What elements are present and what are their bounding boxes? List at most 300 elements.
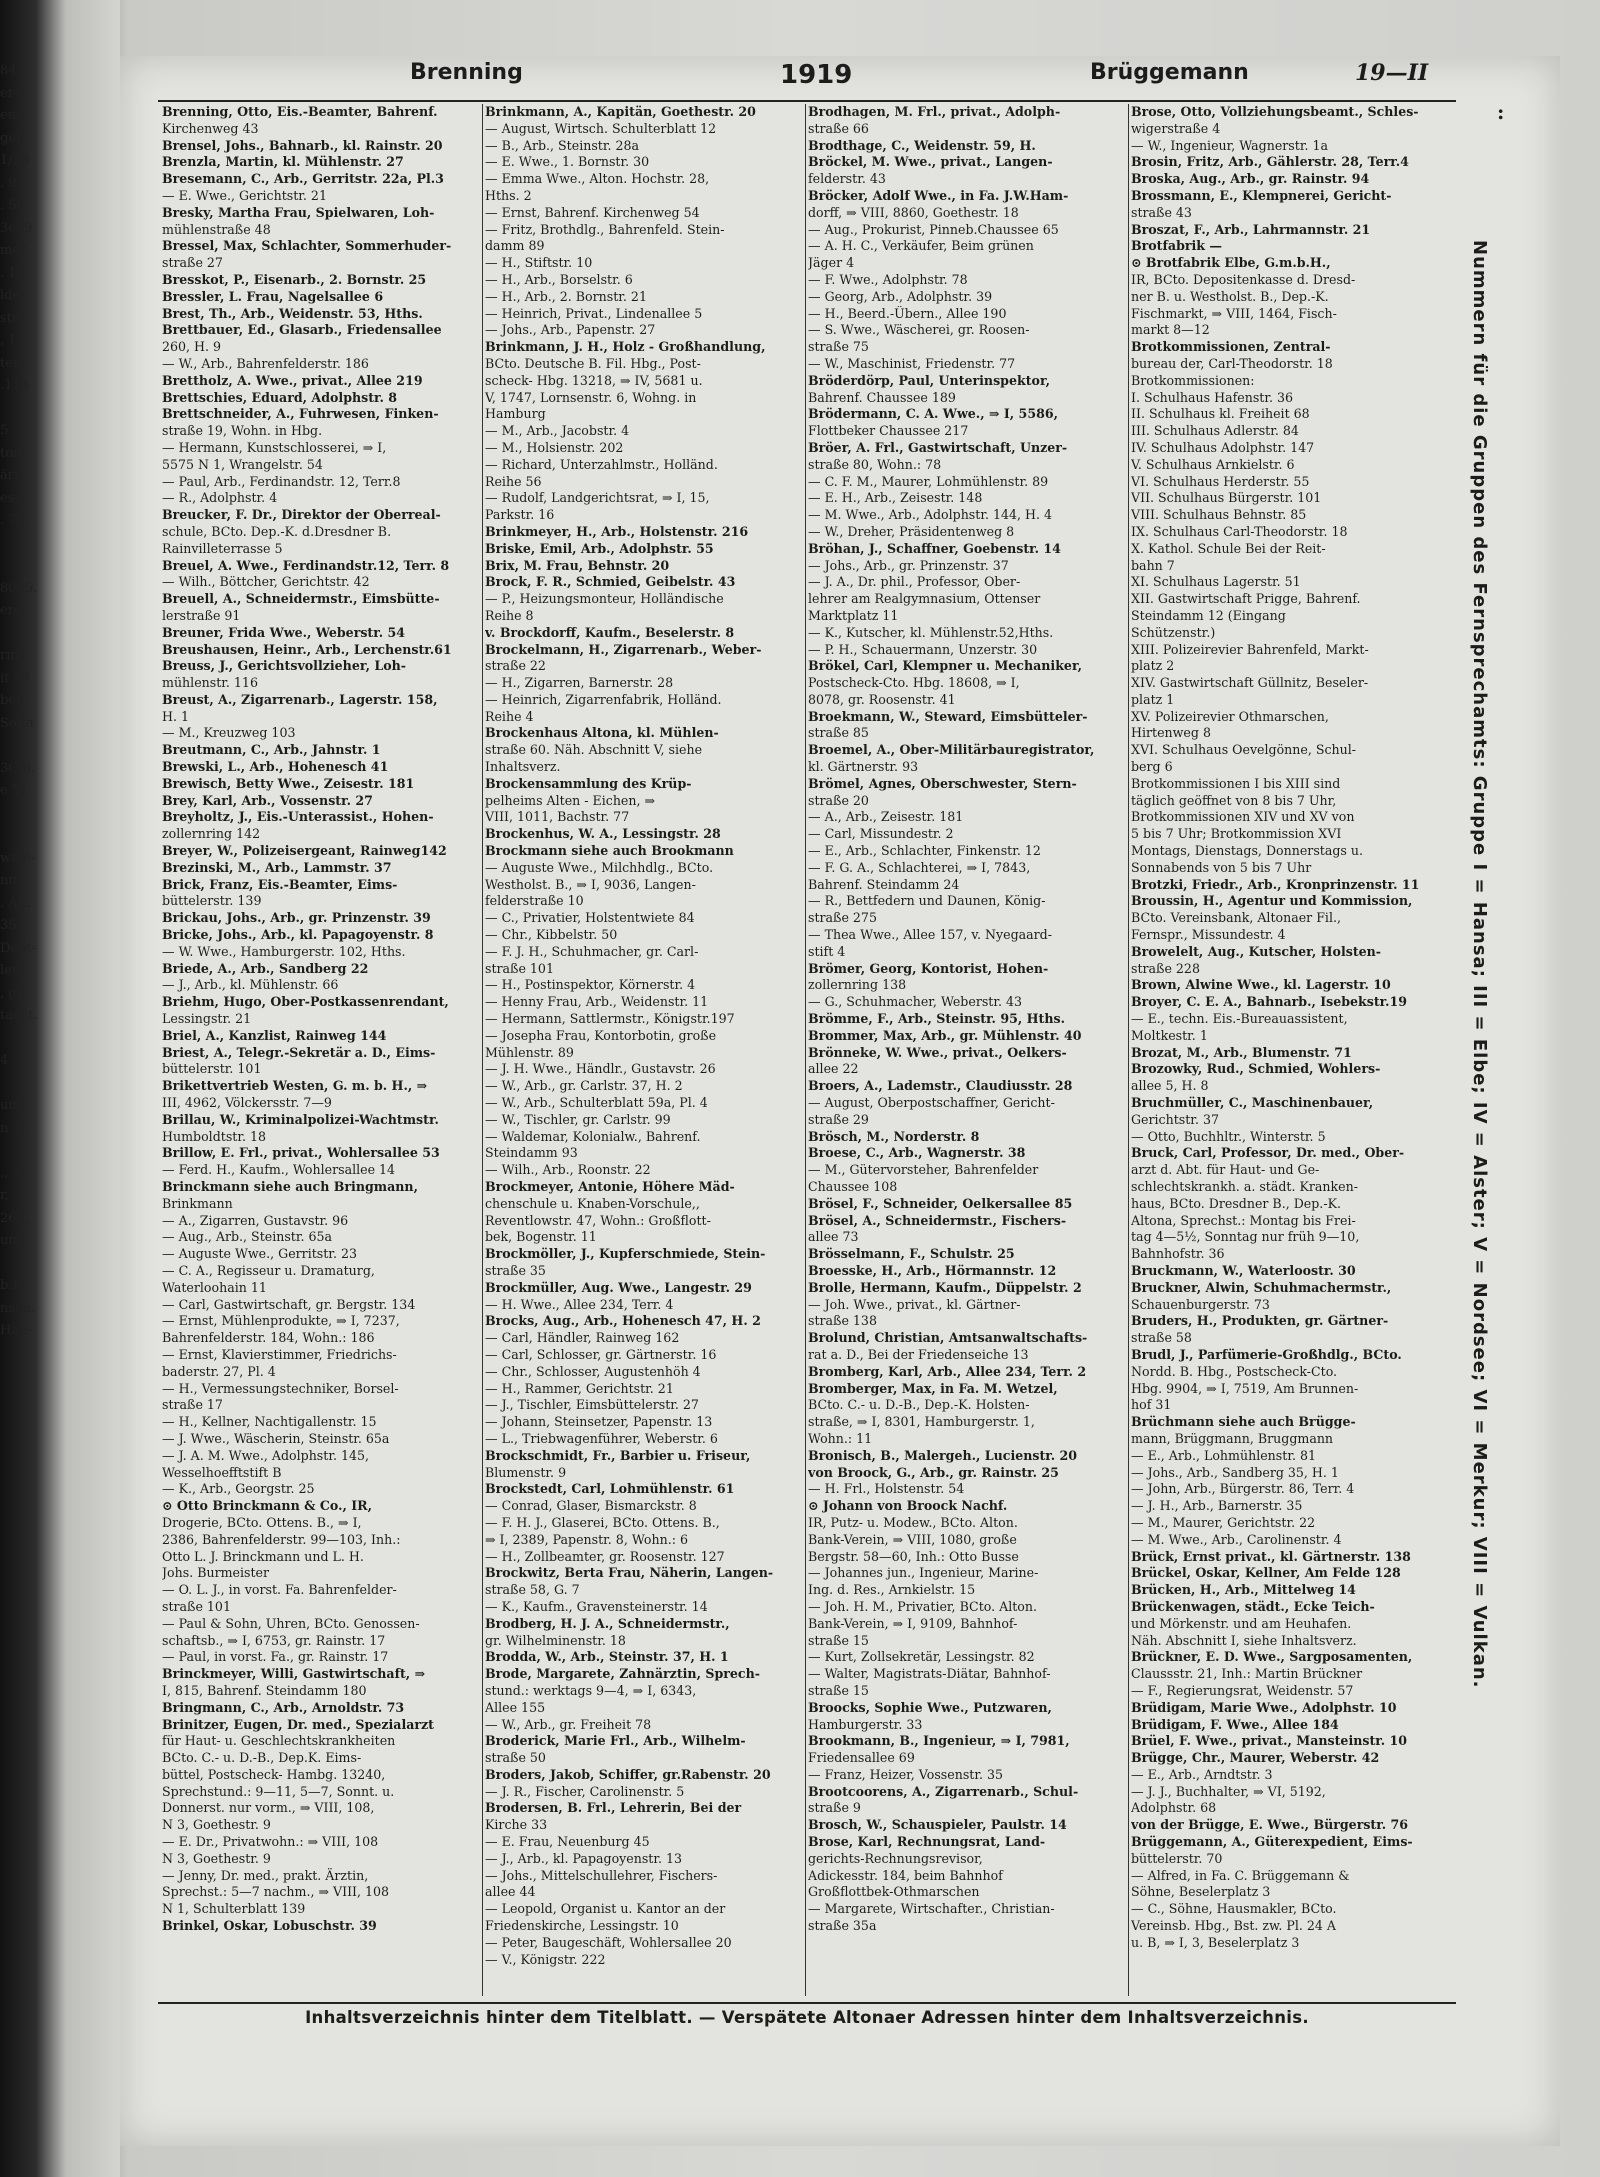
directory-entry-line: Brosch, W., Schauspieler, Paulstr. 14 xyxy=(808,1817,1067,1833)
directory-entry-line: Fernspr., Missundestr. 4 xyxy=(1131,927,1286,943)
previous-page-fragment: 3e39 xyxy=(0,220,33,236)
directory-entry-line: Hbg. 9904, ⇒ I, 7519, Am Brunnen- xyxy=(1131,1380,1359,1396)
directory-entry-line: Wesselhoefftstift B xyxy=(162,1464,282,1480)
previous-page-fragment: . 13 xyxy=(0,265,25,281)
directory-entry-line: Blumenstr. 9 xyxy=(485,1464,567,1480)
directory-entry-line: Fischmarkt, ⇒ VIII, 1464, Fisch- xyxy=(1131,305,1337,321)
directory-entry-line: Brockschmidt, Fr., Barbier u. Friseur, xyxy=(485,1447,751,1463)
header-year: 1919 xyxy=(780,60,853,90)
directory-entry-line: Brommer, Max, Arb., gr. Mühlenstr. 40 xyxy=(808,1027,1082,1043)
directory-entry-line: Brenzla, Martin, kl. Mühlenstr. 27 xyxy=(162,154,404,170)
directory-entry-line: — E. Frau, Neuenburg 45 xyxy=(485,1834,650,1850)
previous-page-fragment: . 56 xyxy=(0,198,25,213)
directory-entry-line: allee 73 xyxy=(808,1229,859,1245)
directory-entry-line: — H., Vermessungstechniker, Borsel- xyxy=(162,1380,399,1396)
previous-page-fragment xyxy=(0,533,96,556)
previous-page-fragment: 1/23 xyxy=(0,153,30,168)
directory-entry-line: Brockelmann, H., Zigarrenarb., Weber- xyxy=(485,641,762,657)
directory-entry-line: — Ferd. H., Kaufm., Wohlersallee 14 xyxy=(162,1162,396,1178)
sidebar-text: Nummern für die Gruppen des Fernsprechamts: Gruppe I = Hansa; III = Elbe; IV = Alster; V = Nordsee; VI = Merkur; VIII = Vulkan. xyxy=(1469,240,1490,1689)
previous-page-fragment xyxy=(0,1073,96,1096)
directory-entry-line: — G., Schuhmacher, Weberstr. 43 xyxy=(808,994,1023,1010)
directory-entry-line: VII. Schulhaus Bürgerstr. 101 xyxy=(1131,490,1322,506)
directory-entry-line: — Emma Wwe., Alton. Hochstr. 28, xyxy=(485,171,710,187)
previous-page-fragment: en- xyxy=(0,108,21,123)
previous-page-fragment: e 51 xyxy=(0,783,29,798)
previous-page-fragment: 4 xyxy=(0,1053,9,1068)
directory-entry-line: Claussstr. 21, Inh.: Martin Brückner xyxy=(1131,1666,1363,1682)
directory-entry-line: XVI. Schulhaus Oevelgönne, Schul- xyxy=(1131,742,1357,758)
directory-entry-line: Friedensallee 69 xyxy=(808,1750,915,1766)
directory-entry-line: — F. H. J., Glaserei, BCto. Ottens. B., xyxy=(485,1514,720,1530)
directory-entry-line: — Jenny, Dr. med., prakt. Ärztin, xyxy=(162,1867,369,1883)
directory-entry-line: — Johs., Arb., Papenstr. 27 xyxy=(485,322,656,338)
directory-entry-line: ⊙ Johann von Broock Nachf. xyxy=(808,1498,1008,1514)
directory-entry-line: — K., Kaufm., Gravensteinerstr. 14 xyxy=(485,1598,708,1614)
directory-entry-line: Brode, Margarete, Zahnärztin, Sprech- xyxy=(485,1666,760,1682)
directory-entry-line: Humboldtstr. 18 xyxy=(162,1128,267,1144)
directory-entry-line: BCto. Deutsche B. Fil. Hbg., Post- xyxy=(485,355,701,371)
directory-entry-line: berg 6 xyxy=(1131,759,1173,775)
directory-entry-line: ner B. u. Westholst. B., Dep.-K. xyxy=(1131,288,1329,304)
directory-entry-line: u. B, ⇒ I, 3, Beselerplatz 3 xyxy=(1131,1934,1300,1950)
directory-entry-line: Bruck, Carl, Professor, Dr. med., Ober- xyxy=(1131,1145,1405,1161)
directory-entry-line: ⇒ I, 2389, Papenstr. 8, Wohn.: 6 xyxy=(485,1531,688,1547)
directory-entry-line: Brösselmann, F., Schulstr. 25 xyxy=(808,1246,1015,1262)
previous-page-fragment xyxy=(0,803,96,826)
directory-entry-line: — H., Beerd.-Übern., Allee 190 xyxy=(808,305,1007,321)
directory-entry-line: Brewski, L., Arb., Hohenesch 41 xyxy=(162,759,389,775)
header-last-entry: Brüggemann xyxy=(1090,60,1249,85)
directory-entry-line: Brinckmann siehe auch Bringmann, xyxy=(162,1179,418,1194)
directory-entry-line: felderstraße 10 xyxy=(485,893,584,909)
directory-entry-line: straße 66 xyxy=(808,120,869,136)
directory-entry-line: 5 bis 7 Uhr; Brotkommission XVI xyxy=(1131,826,1342,842)
directory-entry-line: Donnerst. nur vorm., ⇒ VIII, 108, xyxy=(162,1800,375,1816)
directory-entry-line: — C. A., Regisseur u. Dramaturg, xyxy=(162,1262,375,1278)
directory-entry-line: Brinkmeyer, H., Arb., Holstenstr. 216 xyxy=(485,523,749,539)
directory-entry-line: Brotzki, Friedr., Arb., Kronprinzenstr. 11 xyxy=(1131,876,1420,892)
directory-entry-line: Brozat, M., Arb., Blumenstr. 71 xyxy=(1131,1044,1352,1060)
previous-page-fragment: , 11 xyxy=(0,333,25,348)
previous-page-fragment: er- xyxy=(0,85,19,101)
directory-entry-line: VI. Schulhaus Herderstr. 55 xyxy=(1131,473,1310,489)
directory-entry-line: zollernring 142 xyxy=(162,826,261,842)
directory-entry-line: — Johannes jun., Ingenieur, Marine- xyxy=(808,1565,1039,1581)
directory-entry-line: Bahrenf. Steindamm 24 xyxy=(808,876,960,892)
directory-entry-line: Brickau, Johs., Arb., gr. Prinzenstr. 39 xyxy=(162,910,431,926)
directory-entry-line: Allee 155 xyxy=(485,1699,546,1715)
directory-entry-line: Brüdigam, Marie Wwe., Adolphstr. 10 xyxy=(1131,1699,1397,1715)
directory-entry-line: — J., Arb., kl. Papagoyenstr. 13 xyxy=(485,1850,683,1866)
directory-entry-line: schule, BCto. Dep.-K. d.Dresdner B. xyxy=(162,523,392,539)
directory-entry-line: Söhne, Beselerplatz 3 xyxy=(1131,1884,1271,1900)
directory-entry-line: — W., Arb., gr. Freiheit 78 xyxy=(485,1716,652,1732)
directory-entry-line: Brezinski, M., Arb., Lammstr. 37 xyxy=(162,859,392,875)
directory-entry-line: V, 1747, Lornsenstr. 6, Wohng. in xyxy=(485,389,697,405)
directory-entry-line: — W., Tischler, gr. Carlstr. 99 xyxy=(485,1111,671,1127)
previous-page-fragment: rm- xyxy=(0,648,23,663)
directory-entry-line: — C. F. M., Maurer, Lohmühlenstr. 89 xyxy=(808,473,1049,489)
directory-entry-line: büttelerstr. 70 xyxy=(1131,1850,1223,1866)
directory-entry-line: Brodthage, C., Weidenstr. 59, H. xyxy=(808,137,1036,153)
directory-entry-line: Brömme, F., Arb., Steinstr. 95, Hths. xyxy=(808,1011,1065,1027)
directory-entry-line: — A., Zigarren, Gustavstr. 96 xyxy=(162,1212,349,1228)
directory-entry-line: straße 275 xyxy=(808,910,877,926)
directory-entry-line: straße 9 xyxy=(808,1800,861,1816)
directory-entry-line: lehrer am Realgymnasium, Ottenser xyxy=(808,591,1041,607)
directory-entry-line: stund.: werktags 9—4, ⇒ I, 6343, xyxy=(485,1682,697,1698)
directory-entry-line: Broekmann, W., Steward, Eimsbütteler- xyxy=(808,708,1088,724)
directory-entry-line: XI. Schulhaus Lagerstr. 51 xyxy=(1131,574,1301,590)
previous-page-fragment xyxy=(0,555,96,578)
directory-entry-line: — J. Wwe., Wäscherin, Steinstr. 65a xyxy=(162,1430,390,1446)
previous-page-edge xyxy=(0,60,96,2100)
directory-entry-line: Rainvilleterrasse 5 xyxy=(162,540,283,556)
directory-entry-line: Brey, Karl, Arb., Vossenstr. 27 xyxy=(162,792,373,808)
directory-entry-line: von Broock, G., Arb., gr. Rainstr. 25 xyxy=(808,1464,1059,1480)
directory-entry-line: Hirtenweg 8 xyxy=(1131,725,1211,741)
directory-entry-line: Brotkommissionen, Zentral- xyxy=(1131,339,1331,355)
directory-entry-line: Bank-Verein, ⇒ VIII, 1080, große xyxy=(808,1531,1017,1547)
directory-entry-line: Briest, A., Telegr.-Sekretär a. D., Eims- xyxy=(162,1044,436,1060)
directory-entry-line: Bresskot, P., Eisenarb., 2. Bornstr. 25 xyxy=(162,271,427,287)
previous-page-fragment xyxy=(0,1253,96,1276)
directory-entry-line: X. Kathol. Schule Bei der Reit- xyxy=(1131,540,1326,556)
directory-entry-line: allee 44 xyxy=(485,1884,536,1900)
previous-page-fragment: Sohn xyxy=(0,715,34,731)
directory-entry-line: Browelelt, Aug., Kutscher, Holsten- xyxy=(1131,943,1382,959)
directory-entry-line: I. Schulhaus Hafenstr. 36 xyxy=(1131,389,1294,405)
directory-entry-line: — J. J., Buchhalter, ⇒ VI, 5192, xyxy=(1131,1783,1326,1799)
directory-entry-line: Friedenskirche, Lessingstr. 10 xyxy=(485,1918,679,1934)
directory-entry-line: von der Brügge, E. Wwe., Bürgerstr. 76 xyxy=(1131,1817,1409,1833)
directory-entry-line: BCto. C.- u. D.-B., Dep.-K. Holsten- xyxy=(808,1397,1030,1413)
directory-entry-line: Brikettvertrieb Westen, G. m. b. H., ⇒ xyxy=(162,1078,428,1094)
directory-entry-line: Bresemann, C., Arb., Gerritstr. 22a, Pl.3 xyxy=(162,171,444,187)
directory-entry-line: 260, H. 9 xyxy=(162,339,222,355)
previous-page-fragment: . 72, xyxy=(0,513,29,528)
previous-page-fragment: lde- xyxy=(0,288,25,303)
previous-page-fragment: b.H. xyxy=(0,1278,28,1293)
directory-entry-line: Bronisch, B., Malergeh., Lucienstr. 20 xyxy=(808,1447,1078,1463)
directory-entry-line: tag 4—5½, Sonntag nur früh 9—10, xyxy=(1131,1229,1360,1245)
directory-entry-line: — J. A. M. Wwe., Adolphstr. 145, xyxy=(162,1447,370,1463)
directory-entry-line: XIII. Polizeirevier Bahrenfeld, Markt- xyxy=(1131,641,1369,657)
directory-entry-line: straße, ⇒ I, 8301, Hamburgerstr. 1, xyxy=(808,1414,1035,1430)
directory-entry-line: Briede, A., Arb., Sandberg 22 xyxy=(162,960,369,976)
directory-entry-line: Broers, A., Lademstr., Claudiusstr. 28 xyxy=(808,1078,1073,1094)
directory-entry-line: Brönneke, W. Wwe., privat., Oelkers- xyxy=(808,1044,1067,1060)
directory-entry-line: straße 138 xyxy=(808,1313,877,1329)
directory-entry-line: haus, BCto. Dresdner B., Dep.-K. xyxy=(1131,1195,1341,1211)
previous-page-fragment: und xyxy=(0,1233,26,1248)
directory-entry-line: Brömel, Agnes, Oberschwester, Stern- xyxy=(808,775,1077,791)
directory-entry-line: — W., Ingenieur, Wagnerstr. 1a xyxy=(1131,137,1328,153)
directory-entry-line: XII. Gastwirtschaft Prigge, Bahrenf. xyxy=(1131,591,1361,607)
page-footer: Inhaltsverzeichnis hinter dem Titelblatt. — Verspätete Altonaer Adressen hinter dem Inhaltsverzeichnis. xyxy=(158,2002,1456,2027)
directory-entry-line: schlechtskrankh. a. städt. Kranken- xyxy=(1131,1179,1358,1194)
previous-page-fragment: 35 xyxy=(0,918,17,933)
directory-entry-line: Bricke, Johs., Arb., kl. Papagoyenstr. 8 xyxy=(162,927,434,943)
previous-page-fragment: len- xyxy=(0,963,25,978)
directory-entry-line: Brolle, Hermann, Kaufm., Düppelstr. 2 xyxy=(808,1279,1082,1295)
directory-entry-line: Waterloohain 11 xyxy=(162,1279,267,1295)
directory-entry-line: Brotkommissionen: xyxy=(1131,372,1255,388)
directory-entry-line: Bergstr. 58—60, Inh.: Otto Busse xyxy=(808,1548,1019,1564)
directory-entry-line: platz 2 xyxy=(1131,658,1175,674)
directory-entry-line: Breuel, A. Wwe., Ferdinandstr.12, Terr. 8 xyxy=(162,557,450,573)
directory-entry-line: Bank-Verein, ⇒ I, 9109, Bahnhof- xyxy=(808,1615,1018,1631)
directory-entry-line: täglich geöffnet von 8 bis 7 Uhr, xyxy=(1131,792,1337,808)
directory-entry-line: Hths. 2 xyxy=(485,187,532,203)
directory-entry-line: — Johs., Mittelschullehrer, Fischers- xyxy=(485,1867,718,1883)
directory-entry-line: — P., Heizungsmonteur, Holländische xyxy=(485,591,724,607)
directory-entry-line: Brettschies, Eduard, Adolphstr. 8 xyxy=(162,389,398,405)
directory-entry-line: — H. Frl., Holstenstr. 54 xyxy=(808,1481,965,1497)
previous-page-fragment: 8095. xyxy=(0,580,38,596)
directory-entry-line: — H., Arb., 2. Bornstr. 21 xyxy=(485,288,647,304)
column-4 xyxy=(1131,104,1449,1994)
directory-entry-line: Brück, Ernst privat., kl. Gärtnerstr. 138 xyxy=(1131,1548,1411,1564)
directory-entry-line: Brockmöller, J., Kupferschmiede, Stein- xyxy=(485,1246,766,1262)
directory-entry-line: Breutmann, C., Arb., Jahnstr. 1 xyxy=(162,742,381,758)
directory-entry-line: Brotfabrik — xyxy=(1131,238,1223,254)
directory-entry-line: Drogerie, BCto. Ottens. B., ⇒ I, xyxy=(162,1514,362,1530)
directory-entry-line: — F. Wwe., Adolphstr. 78 xyxy=(808,271,968,287)
directory-entry-line: hof 31 xyxy=(1131,1397,1172,1413)
directory-entry-line: — Hermann, Kunstschlosserei, ⇒ I, xyxy=(162,439,387,455)
directory-entry-line: allee 5, H. 8 xyxy=(1131,1078,1209,1094)
directory-entry-line: Bröhan, J., Schaffner, Goebenstr. 14 xyxy=(808,540,1061,556)
directory-entry-line: straße 22 xyxy=(485,658,546,674)
directory-entry-line: Sprechst.: 5—7 nachm., ⇒ VIII, 108 xyxy=(162,1884,390,1900)
directory-entry-line: — Carl, Schlosser, gr. Gärtnerstr. 16 xyxy=(485,1346,717,1362)
directory-entry-line: — Aug., Arb., Steinstr. 65a xyxy=(162,1229,333,1245)
directory-entry-line: N 1, Schulterblatt 139 xyxy=(162,1901,306,1917)
directory-entry-line: scheck- Hbg. 13218, ⇒ IV, 5681 u. xyxy=(485,372,703,388)
directory-entry-line: — S. Wwe., Wäscherei, gr. Roosen- xyxy=(808,322,1030,338)
directory-entry-line: und Mörkenstr. und am Heuhafen. xyxy=(1131,1615,1352,1631)
directory-entry-line: — K., Kutscher, kl. Mühlenstr.52,Hths. xyxy=(808,624,1054,640)
directory-entry-line: Parkstr. 16 xyxy=(485,507,555,523)
directory-entry-line: — W. Wwe., Hamburgerstr. 102, Hths. xyxy=(162,943,406,959)
directory-entry-line: Broese, C., Arb., Wagnerstr. 38 xyxy=(808,1145,1026,1161)
directory-entry-line: — Ernst, Klavierstimmer, Friedrichs- xyxy=(162,1346,397,1362)
directory-entry-line: straße 27 xyxy=(162,255,223,271)
directory-entry-line: — H., Kellner, Nachtigallenstr. 15 xyxy=(162,1414,377,1430)
previous-page-fragment: 84 xyxy=(0,63,17,78)
directory-entry-line: Bruckner, Alwin, Schuhmachermstr., xyxy=(1131,1279,1392,1295)
directory-entry-line: Wohn.: 11 xyxy=(808,1430,873,1446)
directory-entry-line: Inhaltsverz. xyxy=(485,759,561,775)
directory-entry-line: Nordd. B. Hbg., Postscheck-Cto. xyxy=(1131,1363,1338,1379)
directory-entry-line: Brick, Franz, Eis.-Beamter, Eims- xyxy=(162,876,398,892)
directory-entry-line: straße 15 xyxy=(808,1632,869,1648)
directory-entry-line: — E. H., Arb., Zeisestr. 148 xyxy=(808,490,983,506)
directory-entry-line: H. 1 xyxy=(162,708,190,724)
directory-entry-line: N 3, Goethestr. 9 xyxy=(162,1817,271,1833)
directory-entry-line: V. Schulhaus Arnkielstr. 6 xyxy=(1131,456,1295,472)
directory-entry-line: — W., Maschinist, Friedenstr. 77 xyxy=(808,355,1016,371)
directory-entry-line: baderstr. 27, Pl. 4 xyxy=(162,1363,276,1379)
directory-entry-line: — H., Zigarren, Barnerstr. 28 xyxy=(485,675,674,691)
directory-entry-line: Bresky, Martha Frau, Spielwaren, Loh- xyxy=(162,204,435,220)
directory-entry-line: — Conrad, Glaser, Bismarckstr. 8 xyxy=(485,1498,697,1514)
previous-page-fragment xyxy=(0,825,96,848)
directory-entry-line: Bröer, A. Frl., Gastwirtschaft, Unzer- xyxy=(808,439,1068,455)
directory-entry-line: Brettholz, A. Wwe., privat., Allee 219 xyxy=(162,372,423,388)
directory-entry-line: — M., Holsienstr. 202 xyxy=(485,439,624,455)
directory-entry-line: Bruckmann, W., Waterloostr. 30 xyxy=(1131,1262,1356,1278)
directory-entry-line: Broyer, C. E. A., Bahnarb., Isebekstr.19 xyxy=(1131,994,1408,1010)
directory-entry-line: Bahnhofstr. 36 xyxy=(1131,1246,1225,1262)
directory-entry-line: Brockenhus, W. A., Lessingstr. 28 xyxy=(485,826,721,842)
directory-entry-line: Broussin, H., Agentur und Kommission, xyxy=(1131,893,1413,909)
directory-entry-line: IX. Schulhaus Carl-Theodorstr. 18 xyxy=(1131,523,1348,539)
directory-entry-line: Broemel, A., Ober-Militärbauregistrator, xyxy=(808,742,1095,758)
directory-entry-line: Ing. d. Res., Arnkielstr. 15 xyxy=(808,1582,976,1598)
directory-entry-line: — F., Regierungsrat, Weidenstr. 57 xyxy=(1131,1682,1354,1698)
directory-entry-line: Großflottbek-Othmarschen xyxy=(808,1884,980,1900)
directory-entry-line: felderstr. 43 xyxy=(808,171,886,187)
directory-entry-line: Otto L. J. Brinckmann und L. H. xyxy=(162,1548,364,1564)
directory-entry-line: — H., Zollbeamter, gr. Roosenstr. 127 xyxy=(485,1548,725,1564)
directory-entry-line: Schauenburgerstr. 73 xyxy=(1131,1296,1270,1312)
directory-entry-line: straße 60. Näh. Abschnitt V, siehe xyxy=(485,742,703,758)
directory-entry-line: kl. Gärtnerstr. 93 xyxy=(808,759,919,775)
directory-entry-line: Brückel, Oskar, Kellner, Am Felde 128 xyxy=(1131,1565,1401,1581)
directory-entry-line: Brödermann, C. A. Wwe., ⇒ I, 5586, xyxy=(808,406,1058,422)
previous-page-fragment: r, xyxy=(0,1188,9,1203)
directory-entry-line: Brücken, H., Arb., Mittelweg 14 xyxy=(1131,1582,1356,1598)
directory-entry-line: Brodberg, H. J. A., Schneidermstr., xyxy=(485,1615,730,1631)
directory-entry-line: Johs. Burmeister xyxy=(162,1565,270,1581)
directory-entry-line: — Kurt, Zollsekretär, Lessingstr. 82 xyxy=(808,1649,1035,1665)
page-header xyxy=(160,60,1490,96)
directory-entry-line: Bahrenf. Chaussee 189 xyxy=(808,389,956,405)
directory-entry-line: — R., Adolphstr. 4 xyxy=(162,490,278,506)
directory-entry-line: IR, Putz- u. Modew., BCto. Alton. xyxy=(808,1514,1018,1530)
directory-entry-line: — B., Arb., Steinstr. 28a xyxy=(485,137,640,153)
directory-entry-line: — C., Söhne, Hausmakler, BCto. xyxy=(1131,1901,1337,1917)
directory-entry-line: straße 80, Wohn.: 78 xyxy=(808,456,942,472)
directory-entry-line: Brootcoorens, A., Zigarrenarb., Schul- xyxy=(808,1783,1079,1799)
directory-entry-line: — Rudolf, Landgerichtsrat, ⇒ I, 15, xyxy=(485,490,710,506)
previous-page-fragment: , gr. xyxy=(0,985,26,1001)
directory-entry-line: Brinkel, Oskar, Lobuschstr. 39 xyxy=(162,1918,377,1934)
directory-entry-line: — Chr., Schlosser, Augustenhöh 4 xyxy=(485,1363,701,1379)
directory-entry-line: N 3, Goethestr. 9 xyxy=(162,1850,271,1866)
directory-entry-line: — W., Arb., Schulterblatt 59a, Pl. 4 xyxy=(485,1095,708,1111)
previous-page-fragment: 266, xyxy=(0,1210,29,1226)
directory-entry-line: 8078, gr. Roosenstr. 41 xyxy=(808,691,956,707)
directory-entry-line: büttelerstr. 139 xyxy=(162,893,262,909)
column-3 xyxy=(808,104,1126,1994)
directory-entry-line: Brose, Karl, Rechnungsrat, Land- xyxy=(808,1834,1046,1850)
previous-page-fragment xyxy=(0,623,96,646)
directory-entry-line: — Paul & Sohn, Uhren, BCto. Genossen- xyxy=(162,1615,420,1631)
directory-entry-line: straße 58 xyxy=(1131,1330,1192,1346)
previous-page-fragment: es- xyxy=(0,490,19,506)
directory-entry-line: Sprechstund.: 9—11, 5—7, Sonnt. u. xyxy=(162,1783,395,1799)
directory-entry-line: — Otto, Buchhltr., Winterstr. 5 xyxy=(1131,1128,1326,1144)
directory-entry-line: Brockmann siehe auch Brookmann xyxy=(485,843,734,859)
directory-entry-line: — J. R., Fischer, Carolinenstr. 5 xyxy=(485,1783,685,1799)
directory-entry-line: — F. J. H., Schuhmacher, gr. Carl- xyxy=(485,943,699,959)
directory-entry-line: Brüchmann siehe auch Brügge- xyxy=(1131,1414,1356,1430)
directory-entry-line: bahn 7 xyxy=(1131,557,1175,573)
directory-entry-line: — Joh. Wwe., privat., kl. Gärtner- xyxy=(808,1296,1021,1312)
directory-entry-line: Bröckel, M. Wwe., privat., Langen- xyxy=(808,154,1053,170)
directory-entry-line: — Henny Frau, Arb., Weidenstr. 11 xyxy=(485,994,709,1010)
directory-entry-line: Brettbauer, Ed., Glasarb., Friedensallee xyxy=(162,322,442,338)
directory-entry-line: Reihe 8 xyxy=(485,607,534,623)
directory-entry-line: Brillow, E. Frl., privat., Wohlersallee 53 xyxy=(162,1145,440,1161)
directory-entry-line: — H. Wwe., Allee 234, Terr. 4 xyxy=(485,1296,674,1312)
directory-entry-line: Bruders, H., Produkten, gr. Gärtner- xyxy=(1131,1313,1389,1329)
directory-entry-line: Brotkommissionen I bis XIII sind xyxy=(1131,775,1341,791)
directory-entry-line: BCto. C.- u. D.-B., Dep.K. Eims- xyxy=(162,1750,362,1766)
directory-entry-line: straße 50 xyxy=(485,1750,546,1766)
directory-entry-line: — Heinrich, Zigarrenfabrik, Holländ. xyxy=(485,691,722,707)
previous-page-fragment: ter- xyxy=(0,355,24,371)
directory-entry-line: ⊙ Otto Brinckmann & Co., IR, xyxy=(162,1498,372,1514)
directory-entry-line: — Josepha Frau, Kontorbotin, große xyxy=(485,1027,717,1043)
directory-entry-line: III. Schulhaus Adlerstr. 84 xyxy=(1131,423,1299,439)
directory-entry-line: Brockensammlung des Krüp- xyxy=(485,775,692,791)
directory-entry-line: Brockmüller, Aug. Wwe., Langestr. 29 xyxy=(485,1279,752,1295)
directory-entry-line: Brest, Th., Arb., Weidenstr. 53, Hths. xyxy=(162,305,423,321)
directory-entry-line: straße 29 xyxy=(808,1111,869,1127)
directory-entry-line: Brodersen, B. Frl., Lehrerin, Bei der xyxy=(485,1800,742,1816)
directory-entry-line: Adolphstr. 68 xyxy=(1131,1800,1217,1816)
column-divider xyxy=(482,104,483,1996)
directory-entry-line: Näh. Abschnitt I, siehe Inhaltsverz. xyxy=(1131,1632,1357,1648)
directory-entry-line: Brenning, Otto, Eis.-Beamter, Bahrenf. xyxy=(162,104,438,119)
column-divider xyxy=(1128,104,1129,1996)
directory-entry-line: mühlenstraße 48 xyxy=(162,221,271,237)
directory-entry-line: — J. H. Wwe., Händlr., Gustavstr. 26 xyxy=(485,1061,716,1077)
directory-entry-line: Brossmann, E., Klempnerei, Gericht- xyxy=(1131,187,1392,203)
directory-entry-line: — M. Wwe., Arb., Carolinenstr. 4 xyxy=(1131,1531,1342,1547)
directory-entry-line: Broska, Aug., Arb., gr. Rainstr. 94 xyxy=(1131,171,1370,187)
directory-entry-line: pelheims Alten - Eichen, ⇒ xyxy=(485,792,656,808)
directory-entry-line: Brodda, W., Arb., Steinstr. 37, H. 1 xyxy=(485,1649,729,1665)
directory-entry-line: — Carl, Händler, Rainweg 162 xyxy=(485,1330,680,1346)
directory-entry-line: — Johann, Steinsetzer, Papenstr. 13 xyxy=(485,1414,713,1430)
previous-page-fragment: nn- xyxy=(0,873,22,888)
directory-entry-line: — O. L. J., in vorst. Fa. Bahrenfelder- xyxy=(162,1582,397,1598)
directory-entry-line: XIV. Gastwirtschaft Güllnitz, Beseler- xyxy=(1131,675,1369,691)
directory-entry-line: — August, Oberpostschaffner, Gericht- xyxy=(808,1095,1055,1111)
directory-entry-line: — Georg, Arb., Adolphstr. 39 xyxy=(808,288,993,304)
directory-entry-line: Brösel, A., Schneidermstr., Fischers- xyxy=(808,1212,1067,1228)
directory-entry-line: Bromberg, Karl, Arb., Allee 234, Terr. 2 xyxy=(808,1363,1087,1379)
directory-entry-line: — R., Bettfedern und Daunen, König- xyxy=(808,893,1046,909)
directory-entry-line: Broders, Jakob, Schiffer, gr.Rabenstr. 20 xyxy=(485,1766,771,1782)
previous-page-fragment: . 91 xyxy=(0,175,25,191)
previous-page-fragment xyxy=(0,398,96,421)
previous-page-fragment: mer xyxy=(0,243,27,258)
directory-entry-line: Brolund, Christian, Amtsanwaltschafts- xyxy=(808,1330,1088,1346)
directory-entry-line: 2386, Bahrenfelderstr. 99—103, Inh.: xyxy=(162,1531,401,1547)
directory-entry-line: mann, Brüggmann, Bruggmann xyxy=(1131,1430,1334,1446)
directory-entry-line: Brensel, Johs., Bahnarb., kl. Rainstr. 20 xyxy=(162,137,443,153)
margin-mark: : xyxy=(1497,100,1505,124)
directory-entry-line: — K., Arb., Georgstr. 25 xyxy=(162,1481,315,1497)
previous-page-fragment xyxy=(0,1028,96,1051)
